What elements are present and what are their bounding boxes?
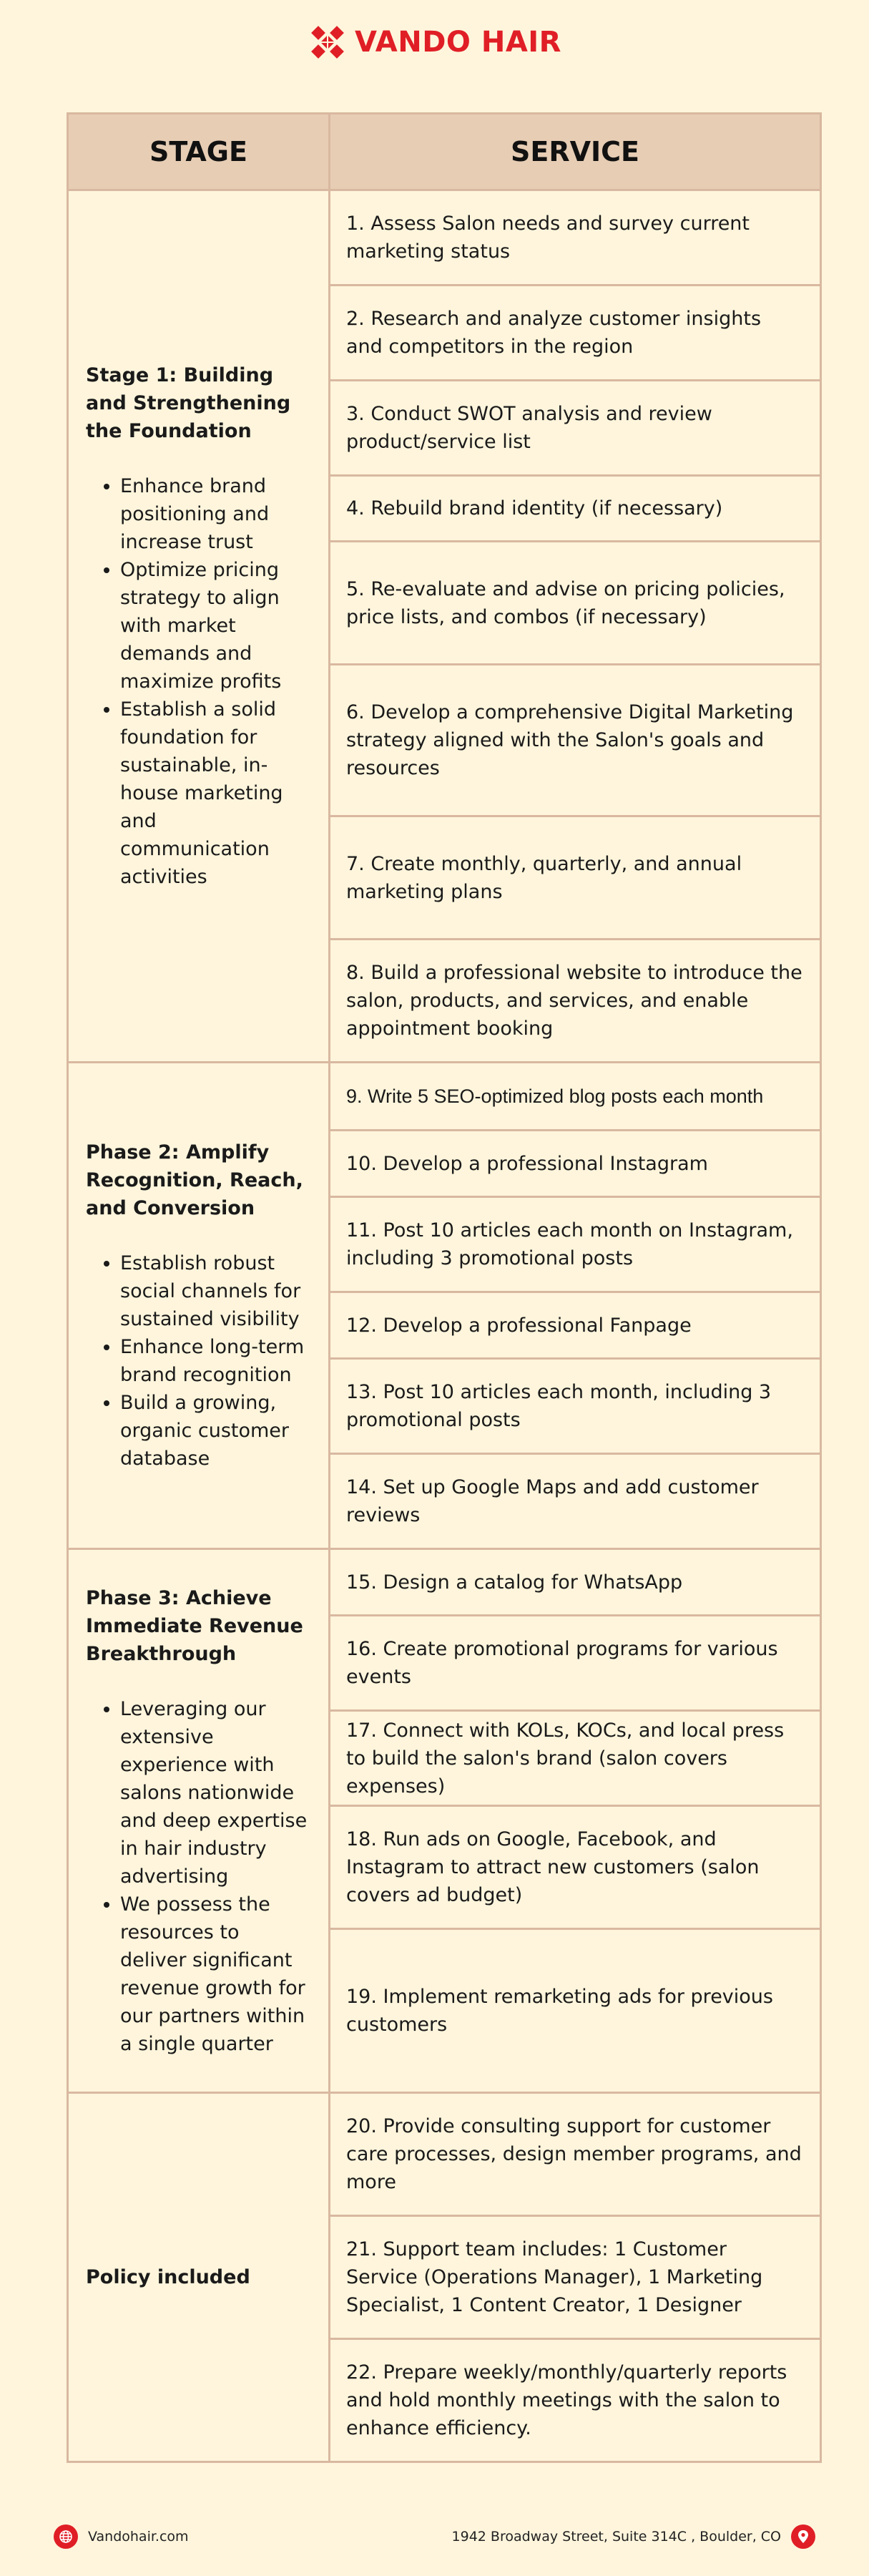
table-row	[68, 190, 821, 286]
service-cell: 19. Implement remarketing ads for previous customers	[330, 1929, 821, 2093]
stage-goal-item: • Optimize pricing strategy to align with market demands and maximize profits	[120, 556, 310, 696]
service-cell: 5. Re-evaluate and advise on pricing policies, price lists, and combos (if necessary)	[330, 542, 821, 665]
stage-service-table	[67, 112, 822, 2463]
service-cell: 18. Run ads on Google, Facebook, and Instagram to attract new customers (salon covers ad budget)	[330, 1806, 821, 1929]
service-cell: 17. Connect with KOLs, KOCs, and local press to build the salon's brand (salon covers expenses)	[330, 1711, 821, 1806]
service-cell: 14. Set up Google Maps and add customer reviews	[330, 1454, 821, 1549]
stage-goal-item: • Enhance brand positioning and increase trust	[120, 472, 310, 556]
service-cell: 11. Post 10 articles each month on Instagram, including 3 promotional posts	[330, 1197, 821, 1292]
stage-cell-4	[68, 2093, 330, 2462]
stage-goals-list	[86, 1249, 310, 1473]
globe-icon	[54, 2524, 78, 2549]
footer-address	[452, 2524, 815, 2549]
diamond-lattice-logo-icon	[308, 22, 348, 62]
stage-cell-3	[68, 1549, 330, 2093]
service-cell: 10. Develop a professional Instagram	[330, 1131, 821, 1197]
footer-website[interactable]	[54, 2524, 189, 2549]
service-cell: 1. Assess Salon needs and survey current marketing status	[330, 190, 821, 286]
stage-title: Phase 2: Amplify Recognition, Reach, and Conversion	[86, 1141, 303, 1219]
table-row	[68, 1063, 821, 1131]
stage-cell-1	[68, 190, 330, 1063]
stage-goals-list	[86, 472, 310, 891]
service-cell: 12. Develop a professional Fanpage	[330, 1292, 821, 1359]
service-cell: 3. Conduct SWOT analysis and review product/service list	[330, 381, 821, 476]
address-text: 1942 Broadway Street, Suite 314C , Boulder, CO	[451, 2529, 781, 2545]
website-link[interactable]: Vandohair.com	[88, 2529, 189, 2545]
table-header-row	[68, 114, 821, 190]
footer	[54, 2519, 815, 2555]
stage-goal-item: • Establish robust social channels for sustained visibility	[120, 1249, 310, 1333]
service-cell: 2. Research and analyze customer insights and competitors in the region	[330, 286, 821, 381]
table-row	[68, 1549, 821, 1616]
service-cell: 15. Design a catalog for WhatsApp	[330, 1549, 821, 1616]
service-cell: 6. Develop a comprehensive Digital Marketing strategy aligned with the Salon's goals and resources	[330, 665, 821, 816]
stage-goal-item: • Enhance long-term brand recognition	[120, 1333, 310, 1389]
service-cell: 20. Provide consulting support for customer care processes, design member programs, and more	[330, 2093, 821, 2216]
service-cell: 7. Create monthly, quarterly, and annual marketing plans	[330, 816, 821, 940]
service-cell: 13. Post 10 articles each month, including 3 promotional posts	[330, 1359, 821, 1454]
stage-goal-item: • Build a growing, organic customer database	[120, 1389, 310, 1473]
service-cell: 4. Rebuild brand identity (if necessary)	[330, 476, 821, 542]
service-cell: 16. Create promotional programs for various events	[330, 1616, 821, 1711]
stage-goal-item: • Establish a solid foundation for sustainable, in-house marketing and communication activities	[120, 696, 310, 891]
stage-goals-list	[86, 1695, 310, 2058]
stage-title: Phase 3: Achieve Immediate Revenue Breakthrough	[86, 1586, 303, 1665]
service-table-container	[67, 112, 820, 2463]
location-pin-icon	[791, 2524, 815, 2549]
header-service: SERVICE	[330, 114, 821, 190]
table-row	[68, 2093, 821, 2216]
service-cell: 22. Prepare weekly/monthly/quarterly reports and hold monthly meetings with the salon to enhance efficiency.	[330, 2339, 821, 2462]
stage-title: Stage 1: Building and Strengthening the Foundation	[86, 364, 291, 442]
brand-logo	[0, 17, 869, 67]
stage-goal-item: • Leveraging our extensive experience with salons nationwide and deep expertise in hair industry advertising	[120, 1695, 310, 1890]
brand-name: VANDO HAIR	[355, 26, 561, 59]
service-cell: 8. Build a professional website to introduce the salon, products, and services, and enable appointment booking	[330, 940, 821, 1063]
service-cell: 21. Support team includes: 1 Customer Service (Operations Manager), 1 Marketing Specialist, 1 Content Creator, 1 Designer	[330, 2216, 821, 2339]
stage-cell-2	[68, 1063, 330, 1549]
header-stage: STAGE	[68, 114, 330, 190]
stage-goal-item: • We possess the resources to deliver significant revenue growth for our partners within a single quarter	[120, 1890, 310, 2058]
service-cell: 9. Write 5 SEO-optimized blog posts each month	[330, 1063, 821, 1131]
stage-title: Policy included	[86, 2266, 250, 2288]
